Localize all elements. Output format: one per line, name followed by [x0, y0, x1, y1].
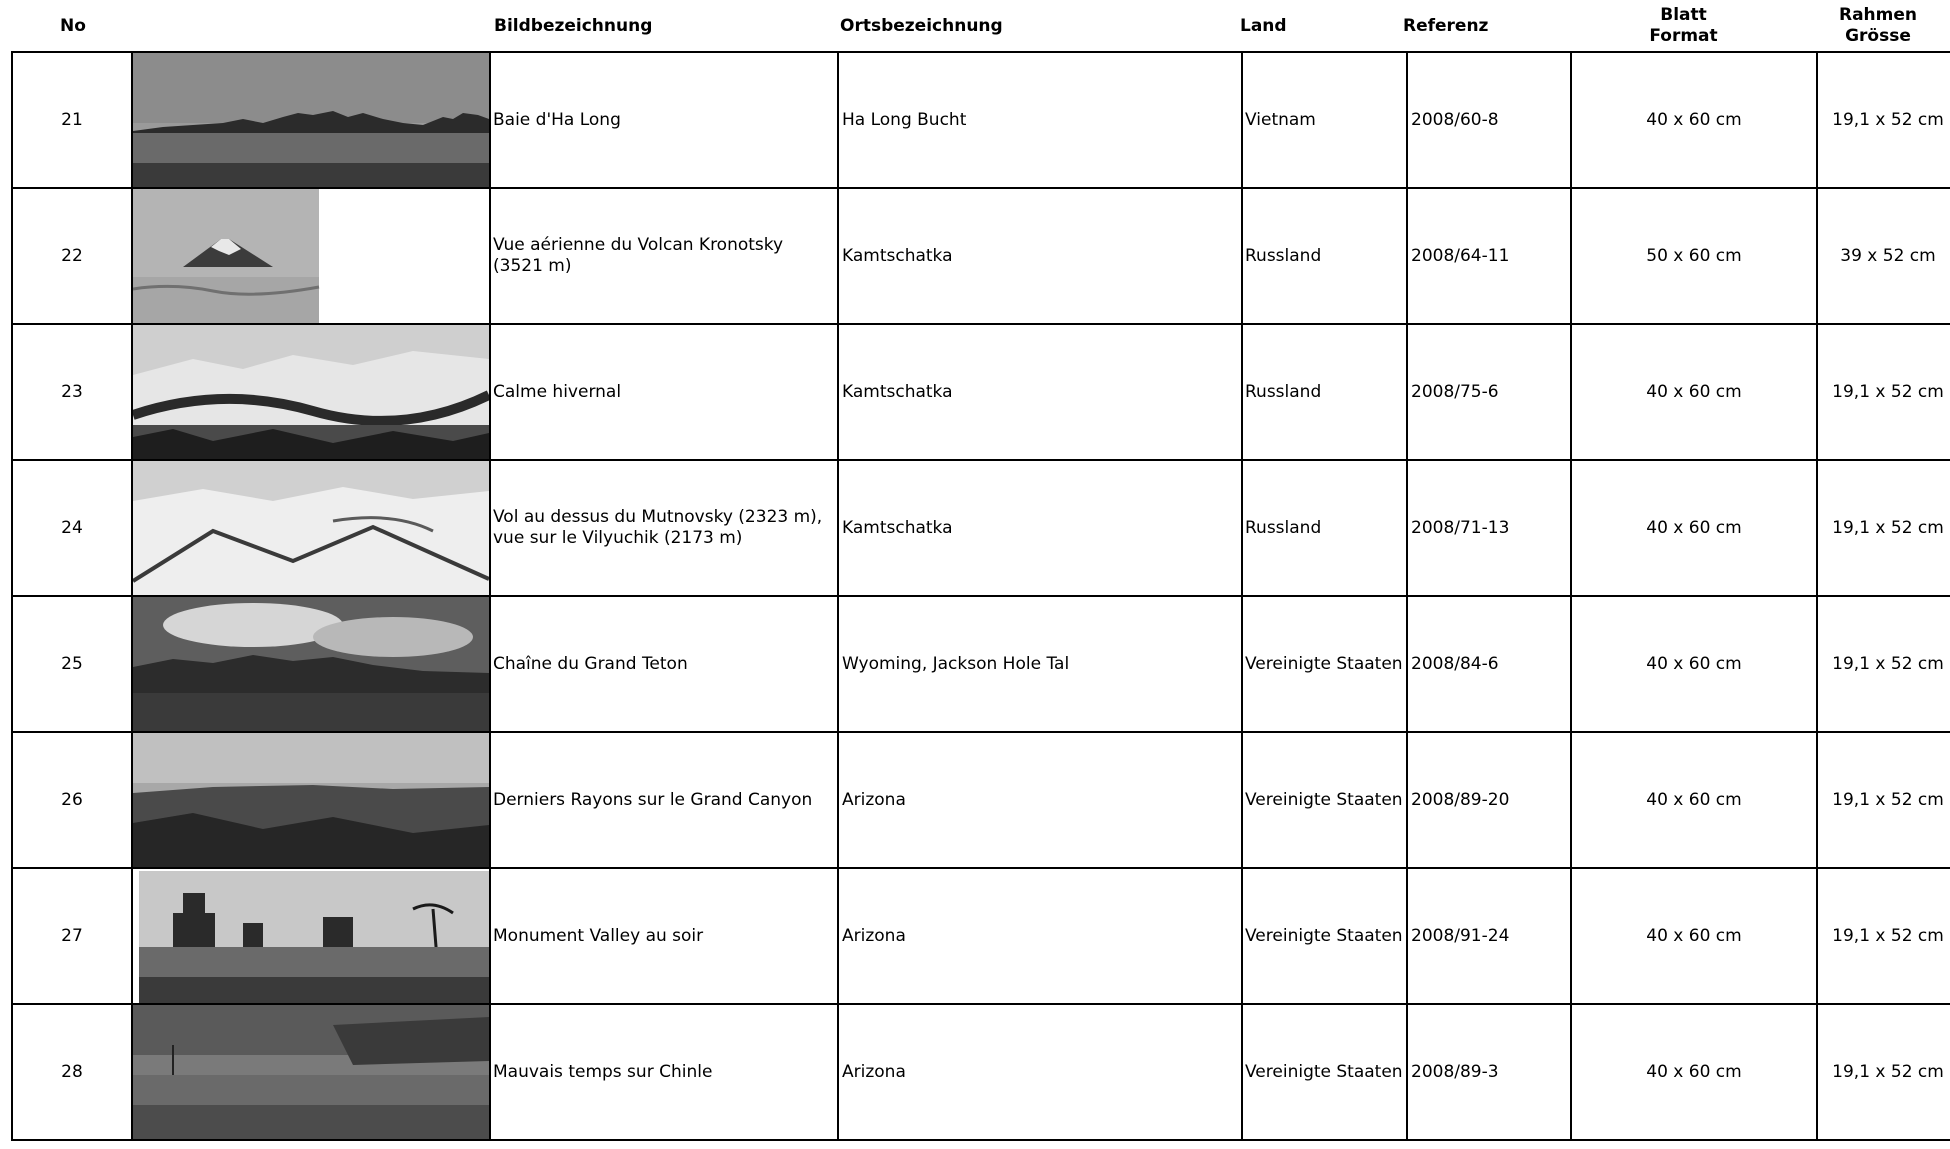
land-text: Vereinigte Staaten	[1245, 654, 1403, 674]
referenz-text: 2008/64-11	[1411, 246, 1510, 266]
table-row	[12, 324, 1950, 460]
blatt-format-text: 40 x 60 cm	[1646, 110, 1742, 130]
rahmen-groesse-text: 39 x 52 cm	[1840, 246, 1936, 266]
thumbnail-cell	[132, 460, 490, 596]
header-ortsbezeichnung	[840, 0, 1003, 52]
ortsbezeichnung-text: Kamtschatka	[842, 518, 953, 538]
blatt-format-cell	[1571, 460, 1817, 596]
bildbezeichnung-text: Vol au dessus du Mutnovsky (2323 m), vue sur le Vilyuchik (2173 m)	[493, 507, 823, 548]
bildbezeichnung-text: Calme hivernal	[493, 381, 622, 402]
ortsbezeichnung-cell	[838, 52, 1242, 188]
ortsbezeichnung-text: Kamtschatka	[842, 246, 953, 266]
table-row	[12, 460, 1950, 596]
ortsbezeichnung-text: Wyoming, Jackson Hole Tal	[842, 654, 1070, 674]
ortsbezeichnung-cell	[838, 732, 1242, 868]
no-text: 23	[61, 382, 83, 402]
table-row	[12, 1004, 1950, 1140]
thumbnail-cell	[132, 188, 490, 324]
blatt-format-text: 40 x 60 cm	[1646, 790, 1742, 810]
header-blatt-line2: Format	[1649, 26, 1718, 46]
land-text: Russland	[1245, 518, 1322, 538]
thumbnail-cell	[132, 732, 490, 868]
rahmen-groesse-text: 19,1 x 52 cm	[1832, 654, 1944, 674]
referenz-cell	[1407, 324, 1571, 460]
header-ref-label: Referenz	[1403, 16, 1489, 36]
ortsbezeichnung-text: Kamtschatka	[842, 382, 953, 402]
ortsbezeichnung-cell	[838, 460, 1242, 596]
rahmen-groesse-text: 19,1 x 52 cm	[1832, 790, 1944, 810]
no-text: 24	[61, 518, 83, 538]
referenz-text: 2008/91-24	[1411, 926, 1510, 946]
no-cell	[12, 1004, 132, 1140]
land-cell	[1242, 324, 1407, 460]
referenz-text: 2008/71-13	[1411, 518, 1510, 538]
header-blatt-format	[1561, 0, 1806, 52]
canyon-photo	[133, 733, 489, 867]
table-row	[12, 596, 1950, 732]
land-text: Russland	[1245, 382, 1322, 402]
ortsbezeichnung-text: Arizona	[842, 1062, 906, 1082]
rahmen-groesse-text: 19,1 x 52 cm	[1832, 382, 1944, 402]
referenz-text: 2008/89-20	[1411, 790, 1510, 810]
rahmen-groesse-text: 19,1 x 52 cm	[1832, 926, 1944, 946]
referenz-cell	[1407, 1004, 1571, 1140]
blatt-format-cell	[1571, 732, 1817, 868]
rahmen-groesse-cell	[1817, 732, 1950, 868]
land-cell	[1242, 868, 1407, 1004]
blatt-format-cell	[1571, 324, 1817, 460]
bildbezeichnung-cell	[490, 596, 838, 732]
no-cell	[12, 188, 132, 324]
bildbezeichnung-cell	[490, 868, 838, 1004]
referenz-text: 2008/75-6	[1411, 382, 1499, 402]
blatt-format-cell	[1571, 188, 1817, 324]
land-cell	[1242, 460, 1407, 596]
land-text: Vietnam	[1245, 110, 1316, 130]
referenz-cell	[1407, 52, 1571, 188]
blatt-format-text: 40 x 60 cm	[1646, 1062, 1742, 1082]
blatt-format-text: 50 x 60 cm	[1646, 246, 1742, 266]
land-text: Vereinigte Staaten	[1245, 926, 1403, 946]
header-blatt-line1: Blatt	[1660, 5, 1707, 25]
blatt-format-cell	[1571, 868, 1817, 1004]
blatt-format-text: 40 x 60 cm	[1646, 518, 1742, 538]
bildbezeichnung-cell	[490, 52, 838, 188]
table-row	[12, 868, 1950, 1004]
rahmen-groesse-cell	[1817, 188, 1950, 324]
catalog-table	[11, 51, 1950, 1141]
land-text: Vereinigte Staaten	[1245, 1062, 1403, 1082]
referenz-cell	[1407, 460, 1571, 596]
header-referenz	[1403, 0, 1488, 52]
rahmen-groesse-cell	[1817, 324, 1950, 460]
rahmen-groesse-cell	[1817, 460, 1950, 596]
no-text: 28	[61, 1062, 83, 1082]
header-rahmen-line2: Grösse	[1845, 26, 1911, 46]
thumbnail-cell	[132, 52, 490, 188]
header-bildbezeichnung	[494, 0, 652, 52]
header-rahmen-groesse	[1806, 0, 1950, 52]
bildbezeichnung-cell	[490, 732, 838, 868]
bildbezeichnung-text: Mauvais temps sur Chinle	[493, 1061, 713, 1082]
no-cell	[12, 52, 132, 188]
referenz-cell	[1407, 596, 1571, 732]
bildbezeichnung-cell	[490, 1004, 838, 1140]
header-rahmen-line1: Rahmen	[1838, 5, 1917, 25]
land-cell	[1242, 52, 1407, 188]
land-cell	[1242, 596, 1407, 732]
blatt-format-text: 40 x 60 cm	[1646, 654, 1742, 674]
winter-hills-photo	[133, 325, 489, 459]
referenz-text: 2008/89-3	[1411, 1062, 1499, 1082]
rahmen-groesse-text: 19,1 x 52 cm	[1832, 1062, 1944, 1082]
rahmen-groesse-cell	[1817, 52, 1950, 188]
referenz-text: 2008/60-8	[1411, 110, 1499, 130]
land-text: Vereinigte Staaten	[1245, 790, 1403, 810]
table-row	[12, 52, 1950, 188]
header-orts-label: Ortsbezeichnung	[840, 16, 1003, 36]
land-cell	[1242, 732, 1407, 868]
bildbezeichnung-text: Chaîne du Grand Teton	[493, 653, 688, 674]
blatt-format-cell	[1571, 596, 1817, 732]
ortsbezeichnung-text: Arizona	[842, 790, 906, 810]
thumbnail-cell	[132, 1004, 490, 1140]
blatt-format-cell	[1571, 1004, 1817, 1140]
ortsbezeichnung-cell	[838, 868, 1242, 1004]
referenz-text: 2008/84-6	[1411, 654, 1499, 674]
land-cell	[1242, 188, 1407, 324]
header-land	[1240, 0, 1287, 52]
referenz-cell	[1407, 732, 1571, 868]
volcano-aerial-photo	[133, 189, 489, 323]
rahmen-groesse-text: 19,1 x 52 cm	[1832, 110, 1944, 130]
bildbezeichnung-text: Monument Valley au soir	[493, 925, 704, 946]
thumbnail-cell	[132, 324, 490, 460]
rahmen-groesse-cell	[1817, 868, 1950, 1004]
header-no-label: No	[60, 16, 86, 36]
no-text: 26	[61, 790, 83, 810]
table-row	[12, 188, 1950, 324]
bay-landscape-photo	[133, 53, 489, 187]
bildbezeichnung-cell	[490, 188, 838, 324]
ortsbezeichnung-text: Ha Long Bucht	[842, 110, 967, 130]
ortsbezeichnung-cell	[838, 324, 1242, 460]
land-text: Russland	[1245, 246, 1322, 266]
blatt-format-cell	[1571, 52, 1817, 188]
referenz-cell	[1407, 188, 1571, 324]
no-cell	[12, 868, 132, 1004]
snow-crater-photo	[133, 461, 489, 595]
header-land-label: Land	[1240, 16, 1287, 36]
plain-storm-photo	[133, 1005, 489, 1139]
blatt-format-text: 40 x 60 cm	[1646, 382, 1742, 402]
ortsbezeichnung-cell	[838, 188, 1242, 324]
rahmen-groesse-cell	[1817, 1004, 1950, 1140]
bildbezeichnung-text: Baie d'Ha Long	[493, 109, 621, 130]
rahmen-groesse-text: 19,1 x 52 cm	[1832, 518, 1944, 538]
no-cell	[12, 460, 132, 596]
ortsbezeichnung-cell	[838, 596, 1242, 732]
ortsbezeichnung-text: Arizona	[842, 926, 906, 946]
no-cell	[12, 732, 132, 868]
no-text: 22	[61, 246, 83, 266]
header-no	[14, 0, 132, 52]
bildbezeichnung-text: Vue aérienne du Volcan Kronotsky (3521 m)	[493, 235, 784, 276]
buttes-photo	[133, 869, 489, 1003]
land-cell	[1242, 1004, 1407, 1140]
no-text: 25	[61, 654, 83, 674]
referenz-cell	[1407, 868, 1571, 1004]
blatt-format-text: 40 x 60 cm	[1646, 926, 1742, 946]
rahmen-groesse-cell	[1817, 596, 1950, 732]
bildbezeichnung-cell	[490, 324, 838, 460]
table-row	[12, 732, 1950, 868]
no-cell	[12, 596, 132, 732]
header-bild-label: Bildbezeichnung	[494, 16, 653, 36]
no-text: 21	[61, 110, 83, 130]
no-cell	[12, 324, 132, 460]
bildbezeichnung-cell	[490, 460, 838, 596]
bildbezeichnung-text: Derniers Rayons sur le Grand Canyon	[493, 789, 813, 810]
no-text: 27	[61, 926, 83, 946]
catalog-rows	[12, 52, 1950, 1140]
ortsbezeichnung-cell	[838, 1004, 1242, 1140]
thumbnail-cell	[132, 868, 490, 1004]
mountain-range-photo	[133, 597, 489, 731]
thumbnail-cell	[132, 596, 490, 732]
